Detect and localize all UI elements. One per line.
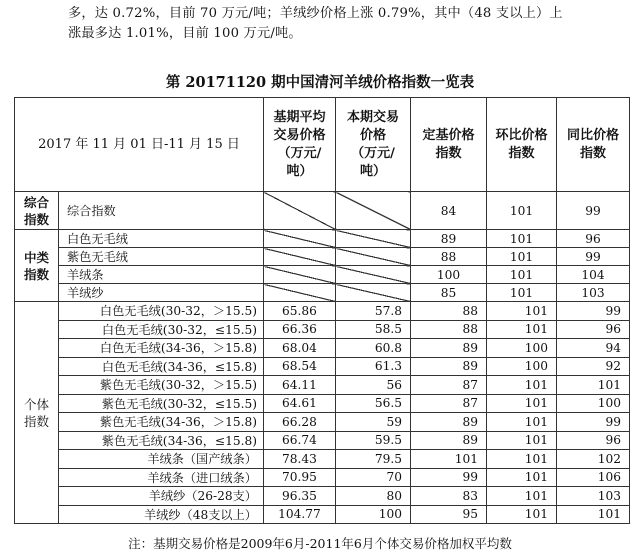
class-base-empty bbox=[264, 230, 336, 248]
yoy-index-header-line1: 同比价格 bbox=[566, 127, 619, 143]
individual-yoy: 101 bbox=[557, 505, 630, 524]
individual-yoy: 106 bbox=[557, 468, 630, 487]
individual-name: 白色无毛绒(30-32，≤15.5) bbox=[59, 320, 264, 339]
class-fixed: 89 bbox=[411, 230, 487, 248]
individual-current-price: 80 bbox=[336, 487, 411, 506]
individual-yoy: 100 bbox=[557, 394, 630, 413]
individual-yoy: 102 bbox=[557, 450, 630, 469]
individual-row bbox=[15, 302, 630, 321]
individual-fixed: 87 bbox=[411, 376, 487, 395]
class-current-empty bbox=[336, 266, 411, 284]
individual-base-price: 65.86 bbox=[264, 302, 336, 321]
individual-mom: 101 bbox=[487, 376, 557, 395]
individual-group-label bbox=[15, 302, 59, 524]
class-yoy: 99 bbox=[557, 248, 630, 266]
intro-line-2: 涨最多达 1.01%，目前 100 万元/吨。 bbox=[68, 26, 302, 41]
current-price-header-line4: 吨） bbox=[359, 163, 386, 179]
individual-mom: 101 bbox=[487, 505, 557, 524]
current-price-header-line3: （万元/ bbox=[351, 145, 395, 161]
fixed-index-header-line1: 定基价格 bbox=[422, 127, 475, 143]
individual-row bbox=[15, 431, 630, 450]
class-base-empty bbox=[264, 266, 336, 284]
class-name: 紫色无毛绒 bbox=[59, 248, 264, 266]
class-mom: 101 bbox=[487, 248, 557, 266]
base-price-header-line4: 吨） bbox=[286, 163, 313, 179]
individual-name: 紫色无毛绒(34-36，≤15.8) bbox=[59, 431, 264, 450]
individual-name: 羊绒纱（48支以上） bbox=[59, 505, 264, 524]
individual-row bbox=[15, 320, 630, 339]
composite-row bbox=[15, 192, 630, 230]
individual-fixed: 89 bbox=[411, 339, 487, 358]
individual-current-price: 59.5 bbox=[336, 431, 411, 450]
individual-name: 羊绒条（进口绒条） bbox=[59, 468, 264, 487]
individual-mom: 101 bbox=[487, 302, 557, 321]
individual-fixed: 88 bbox=[411, 320, 487, 339]
individual-current-price: 79.5 bbox=[336, 450, 411, 469]
individual-current-price: 70 bbox=[336, 468, 411, 487]
classes-group-line1: 中类 bbox=[23, 249, 49, 265]
class-row bbox=[15, 284, 630, 302]
mom-index-header-line2: 指数 bbox=[508, 145, 535, 161]
individual-base-price: 96.35 bbox=[264, 487, 336, 506]
class-current-empty bbox=[336, 248, 411, 266]
mom-index-header bbox=[487, 98, 557, 192]
individual-current-price: 56 bbox=[336, 376, 411, 395]
price-index-table bbox=[14, 97, 630, 524]
individual-mom: 100 bbox=[487, 357, 557, 376]
individual-name: 紫色无毛绒(30-32，≤15.5) bbox=[59, 394, 264, 413]
individual-yoy: 96 bbox=[557, 431, 630, 450]
class-name: 羊绒条 bbox=[59, 266, 264, 284]
individual-fixed: 99 bbox=[411, 468, 487, 487]
base-price-header-line3: （万元/ bbox=[277, 145, 322, 161]
individual-mom: 101 bbox=[487, 487, 557, 506]
class-fixed: 85 bbox=[411, 284, 487, 302]
class-name: 白色无毛绒 bbox=[59, 230, 264, 248]
composite-yoy: 99 bbox=[557, 192, 630, 230]
individual-yoy: 94 bbox=[557, 339, 630, 358]
individual-fixed: 89 bbox=[411, 357, 487, 376]
individual-fixed: 101 bbox=[411, 450, 487, 469]
individual-current-price: 56.5 bbox=[336, 394, 411, 413]
class-name: 羊绒纱 bbox=[59, 284, 264, 302]
composite-group-line1: 综合 bbox=[23, 194, 49, 210]
individual-group-line2: 指数 bbox=[23, 413, 49, 429]
individual-base-price: 68.04 bbox=[264, 339, 336, 358]
class-base-empty bbox=[264, 248, 336, 266]
fixed-index-header-line2: 指数 bbox=[435, 145, 462, 161]
individual-current-price: 100 bbox=[336, 505, 411, 524]
class-base-empty bbox=[264, 284, 336, 302]
class-row bbox=[15, 266, 630, 284]
fixed-index-header bbox=[411, 98, 487, 192]
composite-group-label bbox=[15, 192, 59, 230]
individual-yoy: 99 bbox=[557, 413, 630, 432]
composite-current-empty bbox=[336, 192, 411, 230]
base-price-header bbox=[264, 98, 336, 192]
yoy-index-header-line2: 指数 bbox=[579, 145, 606, 161]
individual-mom: 101 bbox=[487, 450, 557, 469]
individual-mom: 101 bbox=[487, 320, 557, 339]
period-header: 2017 年 11 月 01 日-11 月 15 日 bbox=[15, 98, 264, 192]
individual-mom: 101 bbox=[487, 413, 557, 432]
individual-current-price: 59 bbox=[336, 413, 411, 432]
class-row bbox=[15, 230, 630, 248]
individual-fixed: 95 bbox=[411, 505, 487, 524]
class-yoy: 104 bbox=[557, 266, 630, 284]
individual-mom: 100 bbox=[487, 339, 557, 358]
individual-name: 羊绒纱（26-28支） bbox=[59, 487, 264, 506]
individual-base-price: 64.11 bbox=[264, 376, 336, 395]
individual-name: 紫色无毛绒(34-36，＞15.8) bbox=[59, 413, 264, 432]
individual-mom: 101 bbox=[487, 394, 557, 413]
current-price-header-line1: 本期交易 bbox=[346, 109, 399, 125]
individual-name: 白色无毛绒(30-32，＞15.5) bbox=[59, 302, 264, 321]
base-price-header-line1: 基期平均 bbox=[273, 109, 326, 125]
individual-base-price: 64.61 bbox=[264, 394, 336, 413]
classes-group-line2: 指数 bbox=[23, 266, 49, 282]
individual-row bbox=[15, 394, 630, 413]
individual-base-price: 66.74 bbox=[264, 431, 336, 450]
individual-row bbox=[15, 339, 630, 358]
individual-name: 白色无毛绒(34-36，≤15.8) bbox=[59, 357, 264, 376]
individual-row bbox=[15, 468, 630, 487]
composite-group-line2: 指数 bbox=[23, 211, 49, 227]
current-price-header-line2: 价格 bbox=[359, 127, 386, 143]
individual-yoy: 92 bbox=[557, 357, 630, 376]
individual-name: 紫色无毛绒(30-32，＞15.5) bbox=[59, 376, 264, 395]
base-price-header-line2: 交易价格 bbox=[273, 127, 326, 143]
individual-row bbox=[15, 487, 630, 506]
yoy-index-header bbox=[557, 98, 630, 192]
individual-fixed: 89 bbox=[411, 413, 487, 432]
individual-row bbox=[15, 413, 630, 432]
class-mom: 101 bbox=[487, 284, 557, 302]
individual-current-price: 61.3 bbox=[336, 357, 411, 376]
individual-base-price: 78.43 bbox=[264, 450, 336, 469]
class-row bbox=[15, 248, 630, 266]
individual-row bbox=[15, 505, 630, 524]
individual-fixed: 87 bbox=[411, 394, 487, 413]
current-price-header bbox=[336, 98, 411, 192]
composite-base-empty bbox=[264, 192, 336, 230]
class-mom: 101 bbox=[487, 230, 557, 248]
individual-base-price: 104.77 bbox=[264, 505, 336, 524]
individual-mom: 101 bbox=[487, 431, 557, 450]
individual-row bbox=[15, 357, 630, 376]
mom-index-header-line1: 环比价格 bbox=[495, 127, 548, 143]
individual-name: 羊绒条（国产绒条） bbox=[59, 450, 264, 469]
individual-yoy: 99 bbox=[557, 302, 630, 321]
header-row bbox=[15, 98, 630, 192]
individual-yoy: 96 bbox=[557, 320, 630, 339]
individual-base-price: 66.36 bbox=[264, 320, 336, 339]
individual-row bbox=[15, 450, 630, 469]
individual-name: 白色无毛绒(34-36，＞15.8) bbox=[59, 339, 264, 358]
footnote: 注：基期交易价格是2009年6月-2011年6月个体交易价格加权平均数 bbox=[128, 536, 512, 551]
individual-current-price: 60.8 bbox=[336, 339, 411, 358]
class-current-empty bbox=[336, 284, 411, 302]
individual-fixed: 83 bbox=[411, 487, 487, 506]
individual-base-price: 68.54 bbox=[264, 357, 336, 376]
individual-fixed: 88 bbox=[411, 302, 487, 321]
individual-yoy: 101 bbox=[557, 376, 630, 395]
individual-current-price: 58.5 bbox=[336, 320, 411, 339]
class-fixed: 88 bbox=[411, 248, 487, 266]
composite-fixed: 84 bbox=[411, 192, 487, 230]
class-yoy: 96 bbox=[557, 230, 630, 248]
individual-current-price: 57.8 bbox=[336, 302, 411, 321]
individual-base-price: 70.95 bbox=[264, 468, 336, 487]
class-current-empty bbox=[336, 230, 411, 248]
class-fixed: 100 bbox=[411, 266, 487, 284]
class-mom: 101 bbox=[487, 266, 557, 284]
individual-group-line1: 个体 bbox=[23, 396, 49, 412]
composite-name: 综合指数 bbox=[59, 192, 264, 230]
individual-row bbox=[15, 376, 630, 395]
individual-mom: 101 bbox=[487, 468, 557, 487]
individual-fixed: 89 bbox=[411, 431, 487, 450]
table-title: 第 20171120 期中国清河羊绒价格指数一览表 bbox=[165, 74, 475, 91]
intro-paragraph bbox=[68, 4, 628, 44]
class-yoy: 103 bbox=[557, 284, 630, 302]
individual-base-price: 66.28 bbox=[264, 413, 336, 432]
individual-yoy: 103 bbox=[557, 487, 630, 506]
composite-mom: 101 bbox=[487, 192, 557, 230]
intro-line-1: 多，达 0.72%，目前 70 万元/吨；羊绒纱价格上涨 0.79%，其中（48 支以上）上 bbox=[68, 6, 563, 21]
classes-group-label bbox=[15, 230, 59, 302]
